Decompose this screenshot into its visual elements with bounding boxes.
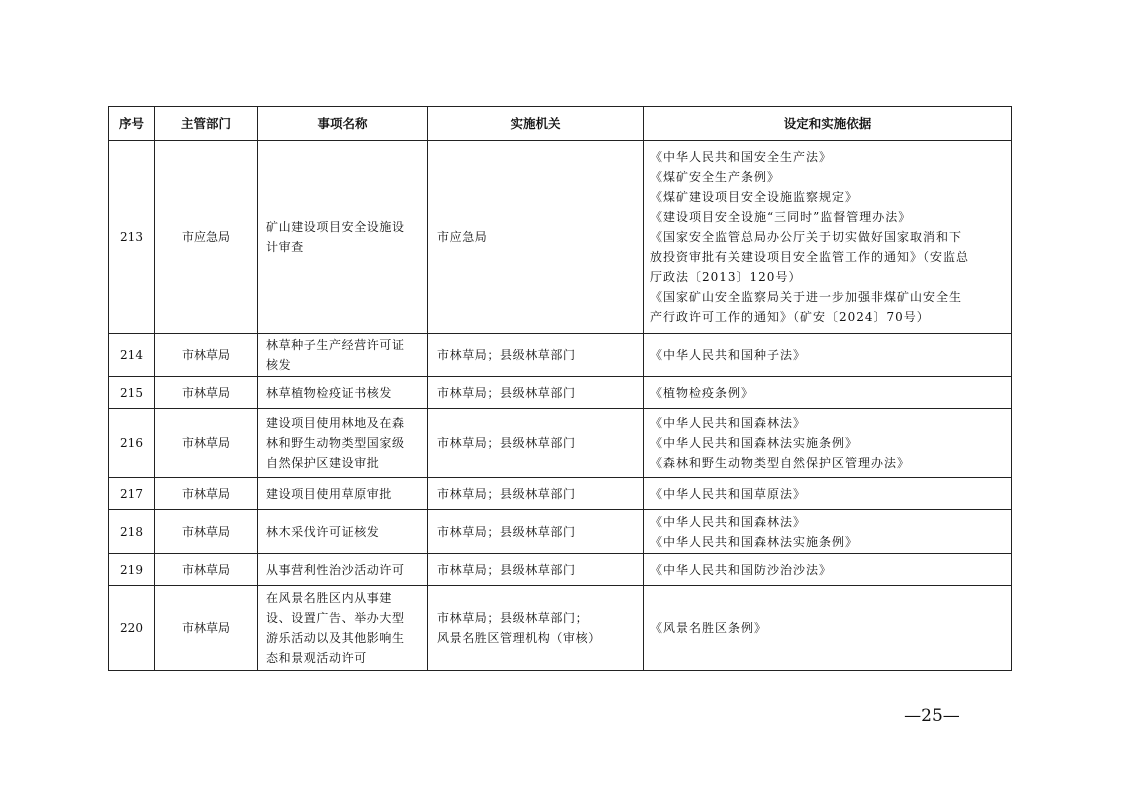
department-cell: 市林草局 [155, 510, 258, 554]
agency-line: 市林草局；县级林草部门 [437, 562, 576, 577]
legal-basis-cell [644, 510, 1012, 554]
item-name-cell [258, 409, 428, 478]
legal-basis-line: 《国家矿山安全监察局关于进一步加强非煤矿山安全生 [650, 290, 963, 304]
item-name-line: 林木采伐许可证核发 [266, 524, 380, 539]
item-name-cell [258, 510, 428, 554]
item-name-line: 游乐活动以及其他影响生 [266, 631, 405, 645]
agency-line: 市林草局；县级林草部门； [437, 611, 589, 625]
item-name-line: 林草种子生产经营许可证 [266, 338, 405, 352]
agency-cell [428, 478, 644, 510]
agency-cell [428, 510, 644, 554]
legal-basis-line: 《煤矿安全生产条例》 [650, 170, 781, 184]
legal-basis-cell [644, 554, 1012, 586]
legal-basis-cell [644, 141, 1012, 334]
legal-basis-line: 《中华人民共和国森林法实施条例》 [650, 436, 859, 450]
legal-basis-line: 《中华人民共和国草原法》 [650, 486, 807, 501]
item-name-line: 态和景观活动许可 [266, 651, 367, 665]
serial-number-cell: 216 [109, 409, 155, 478]
agency-line: 市应急局 [437, 230, 488, 244]
legal-basis-line: 《风景名胜区条例》 [650, 621, 768, 635]
agency-line: 市林草局；县级林草部门 [437, 436, 576, 450]
item-name-line: 在风景名胜区内从事建 [266, 591, 393, 605]
serial-number-cell: 220 [109, 586, 155, 671]
table-row [109, 586, 1012, 671]
legal-basis-line: 《中华人民共和国防沙治沙法》 [650, 562, 833, 577]
document-page [108, 106, 1011, 671]
agency-cell [428, 141, 644, 334]
legal-basis-line: 《建设项目安全设施“三同时”监督管理办法》 [650, 210, 912, 224]
item-name-cell [258, 554, 428, 586]
item-name-cell [258, 586, 428, 671]
header-legal-basis: 设定和实施依据 [644, 107, 1012, 141]
serial-number-cell: 218 [109, 510, 155, 554]
legal-basis-cell [644, 586, 1012, 671]
agency-cell [428, 586, 644, 671]
table-row [109, 478, 1012, 510]
table-row [109, 334, 1012, 377]
legal-basis-line: 《中华人民共和国种子法》 [650, 348, 807, 362]
header-serial-number: 序号 [109, 107, 155, 141]
serial-number-cell: 217 [109, 478, 155, 510]
legal-basis-line: 《中华人民共和国森林法》 [650, 514, 807, 529]
serial-number-cell: 215 [109, 377, 155, 409]
legal-basis-cell [644, 377, 1012, 409]
agency-line: 市林草局；县级林草部门 [437, 486, 576, 501]
legal-basis-line: 放投资审批有关建设项目安全监管工作的通知》（安监总 [650, 250, 970, 264]
item-name-line: 矿山建设项目安全设施设 [266, 220, 405, 234]
legal-basis-line: 《国家安全监管总局办公厅关于切实做好国家取消和下 [650, 230, 963, 244]
item-name-line: 林和野生动物类型国家级 [266, 436, 405, 450]
legal-basis-cell [644, 409, 1012, 478]
legal-basis-line: 《中华人民共和国森林法》 [650, 416, 807, 430]
agency-cell [428, 554, 644, 586]
department-cell: 市林草局 [155, 586, 258, 671]
serial-number-cell: 219 [109, 554, 155, 586]
header-department: 主管部门 [155, 107, 258, 141]
item-name-line: 林草植物检疫证书核发 [266, 385, 393, 400]
department-cell: 市林草局 [155, 409, 258, 478]
legal-basis-line: 《植物检疫条例》 [650, 385, 755, 400]
agency-line: 风景名胜区管理机构（审核） [437, 631, 601, 645]
table-row [109, 510, 1012, 554]
item-name-line: 核发 [266, 358, 292, 372]
item-name-cell [258, 334, 428, 377]
legal-basis-line: 厅政法〔2013〕120号） [650, 270, 802, 284]
department-cell: 市林草局 [155, 377, 258, 409]
legal-basis-line: 《煤矿建设项目安全设施监察规定》 [650, 190, 859, 204]
agency-line: 市林草局；县级林草部门 [437, 385, 576, 400]
item-name-line: 建设项目使用草原审批 [266, 486, 393, 501]
agency-cell [428, 377, 644, 409]
page-number: —25— [904, 706, 960, 726]
approval-items-table [108, 106, 1012, 671]
table-row [109, 377, 1012, 409]
agency-line: 市林草局；县级林草部门 [437, 348, 576, 362]
item-name-line: 计审查 [266, 240, 304, 254]
agency-cell [428, 409, 644, 478]
legal-basis-line: 产行政许可工作的通知》（矿安〔2024〕70号） [650, 310, 930, 324]
item-name-cell [258, 478, 428, 510]
item-name-cell [258, 377, 428, 409]
agency-line: 市林草局；县级林草部门 [437, 524, 576, 539]
department-cell: 市林草局 [155, 334, 258, 377]
item-name-line: 从事营利性治沙活动许可 [266, 562, 405, 577]
legal-basis-line: 《中华人民共和国安全生产法》 [650, 150, 833, 164]
legal-basis-line: 《森林和野生动物类型自然保护区管理办法》 [650, 456, 911, 470]
serial-number-cell: 214 [109, 334, 155, 377]
legal-basis-cell [644, 478, 1012, 510]
legal-basis-cell [644, 334, 1012, 377]
department-cell: 市林草局 [155, 554, 258, 586]
table-row [109, 141, 1012, 334]
item-name-line: 设、设置广告、举办大型 [266, 611, 405, 625]
table-row [109, 409, 1012, 478]
item-name-line: 建设项目使用林地及在森 [266, 416, 405, 430]
header-item-name: 事项名称 [258, 107, 428, 141]
serial-number-cell: 213 [109, 141, 155, 334]
item-name-line: 自然保护区建设审批 [266, 456, 380, 470]
department-cell: 市林草局 [155, 478, 258, 510]
table-row [109, 554, 1012, 586]
department-cell: 市应急局 [155, 141, 258, 334]
header-implementing-agency: 实施机关 [428, 107, 644, 141]
agency-cell [428, 334, 644, 377]
legal-basis-line: 《中华人民共和国森林法实施条例》 [650, 534, 859, 549]
item-name-cell [258, 141, 428, 334]
table-header-row [109, 107, 1012, 141]
